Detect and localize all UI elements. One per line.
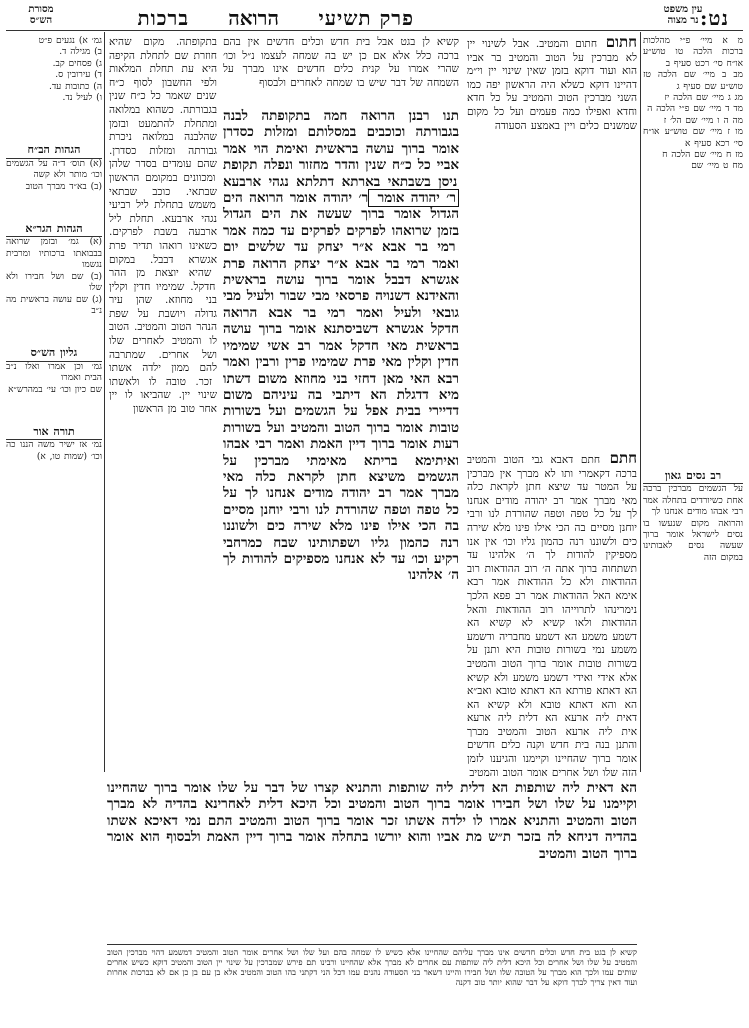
gilyon-line: שם כיון וכו׳ עי׳ במהרש״א: [8, 384, 102, 395]
mesoret-line: ב) מגילה ד.: [59, 47, 102, 58]
ein-mishpat-line: מב ב מיי׳ שם הלכה טז טוש״ע שם סעיף ג: [643, 70, 743, 92]
column-rule-left: [104, 32, 105, 772]
tosafot: [467, 36, 637, 446]
gemara-line: על כל טפה וטפה שהורדת לנו ורבי יוחנן מסיים בה הכי אילו פינו מלא שירה כים ולשוננו רנה כהמון גליו: [223, 485, 459, 551]
right-line: ואב״א הא והא דאתא טובא ולא קשיא הא דאית ליה ארעא הא דלית ליה ארעא אית ליה ארעא הטוב והמטיב מברך והתנן בנה בית חדש וקנה כלים חדשים אומר ברוך שהחיינו וקיימנו והגיענו לזמן הזה שלו ושל אחרים אומר הטוב והמטיב: [467, 685, 637, 779]
gemara-line: ר׳ יהודה אומר הרואה הים הגדול אומר ברוך שעשה את הים הגדול בזמן שרואהו לפרקים לפרקים עד כמה אמר רמי בר אבא א״ר יצחק עד שלשים יום: [223, 190, 459, 256]
tractate-name: ברכות: [137, 6, 189, 30]
bottom-rule: [107, 944, 637, 945]
bach-line: (ב) בא״ד מברך הטוב: [25, 181, 102, 192]
header-rule: [6, 30, 743, 31]
right-line: וכו׳ אין אנו מספיקין להודות לך ה׳ אלהינו עד תשתחוה ברוך אתה ה׳ רוב ההודאות רוב ההודאות ולא כל ההודאות אמר רבא אימא האל ההודאות אמר רב פפא הלכך נימרינהו לתרוייהו רוב ההודאות והאל ההודאות: [467, 535, 637, 630]
right-line: חתם דאבא גבי הטוב והמטיב ברכה דקאמרי ותו לא מברך אין מברכין על המטר עד שיצא חתן לקראת כלה מאי מברך אמר רב יהודה מודים אנחנו לך על כל טפה וטפה שהורדת לנו ורבי יוחנן מסיים בה הכי אילו פינו מלא שירה כים ולשוננו רנה כהמון גליו: [467, 454, 637, 548]
ein-mishpat-line: מג ג מיי׳ שם הלכה יז: [664, 93, 743, 104]
bottom-line: ורבינו תם פירש שמברכין על שינוי יין הטוב והמטיב דוקא כשיש אחרים שותים עמו ולכך הוא מברך על הטובה: [107, 958, 637, 977]
rashi-line: בתקופתה. מקום שהיא חוזרת שם לתחלת הקיפה היא עת תחלת המלאות ולפי החשבון לסוף כ״ח שנים שאמר כל כ״ח שנין: [109, 36, 217, 103]
right-line: ולאו קשיא לא קשיא הא דשמע משמע הא דשמע מחבריה ודשמע משמע נמי בשורות טובות היא ותנן על בשורות טובות אומר ברוך הטוב והמטיב אלא אידי ואידי דשמע משמע ולא קשיא הא דאתא פורתא הא דאתא טובא: [467, 617, 637, 698]
gra-line: (ג) שם עושה בראשית מה נ״ב: [6, 294, 102, 316]
bottom-line: שלו ושל חבירו והיינו דשאר בני הסעודה נהנים עמו דכל הני דקתני בהו הטוב והמטיב: [237, 968, 512, 977]
bach-line: (א) תוס׳ ד״ה על הגשמים וכו׳ מותר ולא קשה: [6, 158, 102, 181]
tosafot-line: מברכין הטוב והמטיב על כל חדא וחדא ואפילו כמה פעמים: [467, 92, 637, 118]
rashi-line: שינוי יין. שהביאו לו יין אחר טוב מן הראשון: [109, 389, 217, 416]
torah-or-line: נמ׳ אז ישיר משה הננו כה וכו׳ (שמות טו, א): [6, 440, 102, 462]
rashi-line: לפרקים. כשאינו רואהו תדיר: [109, 226, 217, 252]
tosafot-line: חתום והמטיב. אבל לשינוי יין לא מברכין על הטוב והמטיב: [467, 38, 637, 64]
chapter-name: הרואה: [228, 6, 279, 30]
gemara-line: ואימת הוי אמר אביי כל כ״ח שנין והדר מחזור ונפלה תקופת ניסן בשבתאי בארתא דתלתא נגהי ארבעא: [223, 140, 459, 190]
hagahot-habach-title: הגהות הב״ח: [6, 144, 102, 158]
tosafot-start-word: חתום: [597, 36, 637, 51]
ein-mishpat-line: מו ז מיי׳ שם טוש״ע או״ח סי׳ רכא סעיף א: [643, 127, 743, 149]
mesoret-line: ו) לעיל נד.: [62, 93, 102, 104]
gra-line: (א) גמ׳ ובזמן שרואה בבבואתו ברכותיו ומרבית נגשמו: [6, 237, 102, 271]
gemara-highlight: ר׳ יהודה אומר: [368, 189, 459, 207]
column-rule-right: [640, 32, 641, 772]
gemara-line: ואמר רבא האי מאן דחזי בני מחוזא משום דשתו מיא דדגלת הא דיתבי בה עיניהם משום דדיירי בבית אפל: [223, 354, 459, 420]
rav-nissim-line: והרואה מקום שנעשו בו נסים לישראל אומר ברוך שעשה נסים לאבותינו במקום הזה: [643, 518, 743, 563]
center-top-line: נ״ל וכו׳ שהרי אמרו על קנית כלים חדשים אינו מברך על השמחה של דבר שיש בו שמחה לאחרים ולבסוף: [223, 49, 459, 89]
gemara-text: [223, 108, 459, 778]
rav-nissim-line: על הגשמים מברכין ברכה אחת כשיורדים בתחלה אמר רבי אבהו מודים אנחנו לך: [643, 484, 743, 518]
perek-name: פרק תשיעי: [318, 6, 414, 30]
gra-line: (ב) שם ושל חבירו ולא שלו: [6, 271, 102, 294]
tosafot-line: ועל כל מקום שמשנים כלים ויין באמצע הסעודה: [467, 105, 637, 132]
right-start-word: חתם: [600, 452, 637, 467]
ein-mishpat-line: מד ד מיי׳ שם פ״י הלכה ה: [647, 104, 743, 115]
rashi-line: הטוב והמטיב. הטוב לו והמטיב לאחרים: [109, 321, 217, 348]
mesoret-line: ג) פסחים קב.: [52, 58, 102, 69]
rav-nissim-title: רב נסים גאון: [643, 470, 743, 484]
mesoret-line: ד) עירובין ס.: [55, 70, 102, 81]
rav-nissim-gaon: [643, 470, 743, 620]
rashi-line: בני מחוזא. שהן עיר גדולה ויושבת על שפת הנהר: [109, 294, 217, 334]
rashi-line: נגהי ארבעא. תחלת ליל ארבעה בשבת: [109, 212, 217, 239]
bottom-commentary: [107, 948, 637, 1022]
ein-mishpat-line: מ א מיי׳ פ״י מהלכות ברכות הלכה טו טוש״ע או״ח סי׳ רכט סעיף ב: [643, 36, 743, 69]
gemara-line: ואמר רבי אבהו ואיתימא בריתא מאימתי מברכין על הגשמים משיצא חתן לקראת כלה מאי מברך אמר רב יהודה מודים אנחנו לך: [223, 436, 459, 502]
gemara-line: ואמר רמי בר אבא הרואה חדקל אגשרא דשביסתנא אומר ברוך עושה בראשית מאי חדקל אמר רב אשי שמימיו חדין וקלין מאי פרת שמימיו פרין ורבין: [223, 304, 459, 371]
mesoret-line: גמ׳ א) נגעים פ״ט: [38, 36, 102, 46]
gemara-cont-line: והתניא אמרו לו ילדה אשתו זכר אומר ברוך הטוב והמטיב התם נמי דאיכא אשתו בהדיה דניחא לה בזכר ת״ש מת אביו והוא יורשו בתחלה אומר ברוך דיין האמת ולבסוף הוא אומר ברוך הטוב והמטיב: [107, 812, 637, 862]
mesoret-header: מסורת הש״ס: [28, 4, 54, 26]
tosafot-line: בר אביו הוא ועוד דוקא בזמן שאין שינוי יין: [467, 51, 637, 78]
rashi-line: שלו ושל אחרים. שמתרבה להם ממון: [109, 335, 217, 375]
rashi-line: שבתאי. כוכב שבתאי משמש בתחלת ליל רביעי: [109, 185, 217, 212]
ein-mishpat-header: עין משפט נר מצוה: [663, 4, 703, 26]
hagahot-hagra-title: הגהות הגר״א: [6, 223, 102, 237]
tosafot-line: וי״מ דהיינו דוקא כשלא היה הראשון יפה כמו השני: [467, 65, 637, 105]
torah-or-title: תורה אור: [6, 426, 102, 440]
ein-mishpat-line: מח ט מיי׳ שם: [691, 161, 743, 172]
gemara-line: תנו רבנן הרואה חמה בתקופתה לבנה בגבורתה וכוכבים במסלותם ומזלות כסדרן אומר ברוך עושה בראשית: [223, 108, 459, 157]
center-top-line: קשיא לן בגט אבל בית חדש וכלים חדשים אין בהם ברכה כלל אלא אם כן יש בה שמחה לעצמו: [223, 36, 459, 62]
ein-mishpat-line: מז ח מיי׳ שם הלכה ח: [662, 150, 743, 161]
gemara-line: ושפתותינו שבח כמרחבי רקיע וכו׳ עד לא אנחנו מספיקים להודות לך ה׳ אלהינו: [223, 534, 459, 584]
rashi-line: ילדה אשתו זכר. טובה לו ולאשתו: [109, 362, 212, 388]
ein-mishpat-line: מה ה ו מיי׳ שם הל׳ ז: [663, 115, 743, 126]
ein-mishpat: [643, 36, 743, 456]
bottom-line: דמשמע דהוי מברכין הטוב והמטיב על שלו ושל אחרים וכל היכא דלית ליה שותפות עם אחרים לא מברך אלא שהחיינו: [107, 948, 637, 967]
rashi-line: ומזלות כסדרן. שהם עומדים בסדר שלהן ומכוונים במקומם הראשון: [109, 144, 217, 184]
mesoret-line: ה) כתובות עד.: [48, 81, 102, 92]
rashi: [109, 36, 217, 766]
bottom-line: אלא בן עם בן כן אם לא בברכות אחרות ועוד דאין צריך לברך דוקא על דבר שהוא יותר טוב: [107, 968, 637, 987]
left-margin: [6, 36, 102, 766]
gilyon-line: גמ׳ וכן אמרו ואלו נ״ב הבית ואמרו: [6, 361, 102, 384]
gemara-continuation: [107, 780, 637, 940]
gemara-line: ואמר רמי בר אבא א״ר יצחק הרואה פרת אגשרא דבבל אומר ברוך עושה בראשית והאידנא דשנויה פרסאי מבי שבור ולעיל מבי גובאי ולעיל: [223, 255, 459, 321]
gilyon-hashas-title: גליון הש״ס: [6, 347, 102, 361]
gemara-cont-line: הא דאית ליה שותפות הא דלית ליה שותפות והתניא קצרו של דבר על שלו אומר ברוך שהחיינו וקיימנו על שלו ושל חבירו אומר ברוך הטוב והמטיב וכל היכא דלית לאחרינא בהדיה לא מברך הטוב והמטיב: [107, 780, 637, 829]
bottom-line: קשיא לן בגט בית חדש וכלים חדשים אינו מברך עליהם שהחיינו אלא כשיש לו שמחה בהם ועל שלו ושל אחרים אומר הטוב והמטיב: [192, 948, 637, 957]
page-number: נט:: [700, 6, 729, 30]
gemara-line: על הגשמים ועל בשורות טובות אומר ברוך הטוב והמטיב ועל בשורות רעות אומר ברוך דיין האמת: [223, 403, 459, 453]
rashi-line: פרת אגשרא דבבל. במקום שהיא יוצאת מן ההר: [109, 239, 217, 280]
bottom-end-word: דקנה: [455, 978, 472, 987]
rashi-line: בגבורתה. כשהוא במלואה ומתחלת להתמעט ובזמן שהלבנה במלואה ניכרת גבורתה: [109, 103, 217, 157]
rashi-line: חדקל. שמימיו חדין וקלין: [109, 280, 216, 293]
center-top-commentary: [223, 36, 459, 102]
